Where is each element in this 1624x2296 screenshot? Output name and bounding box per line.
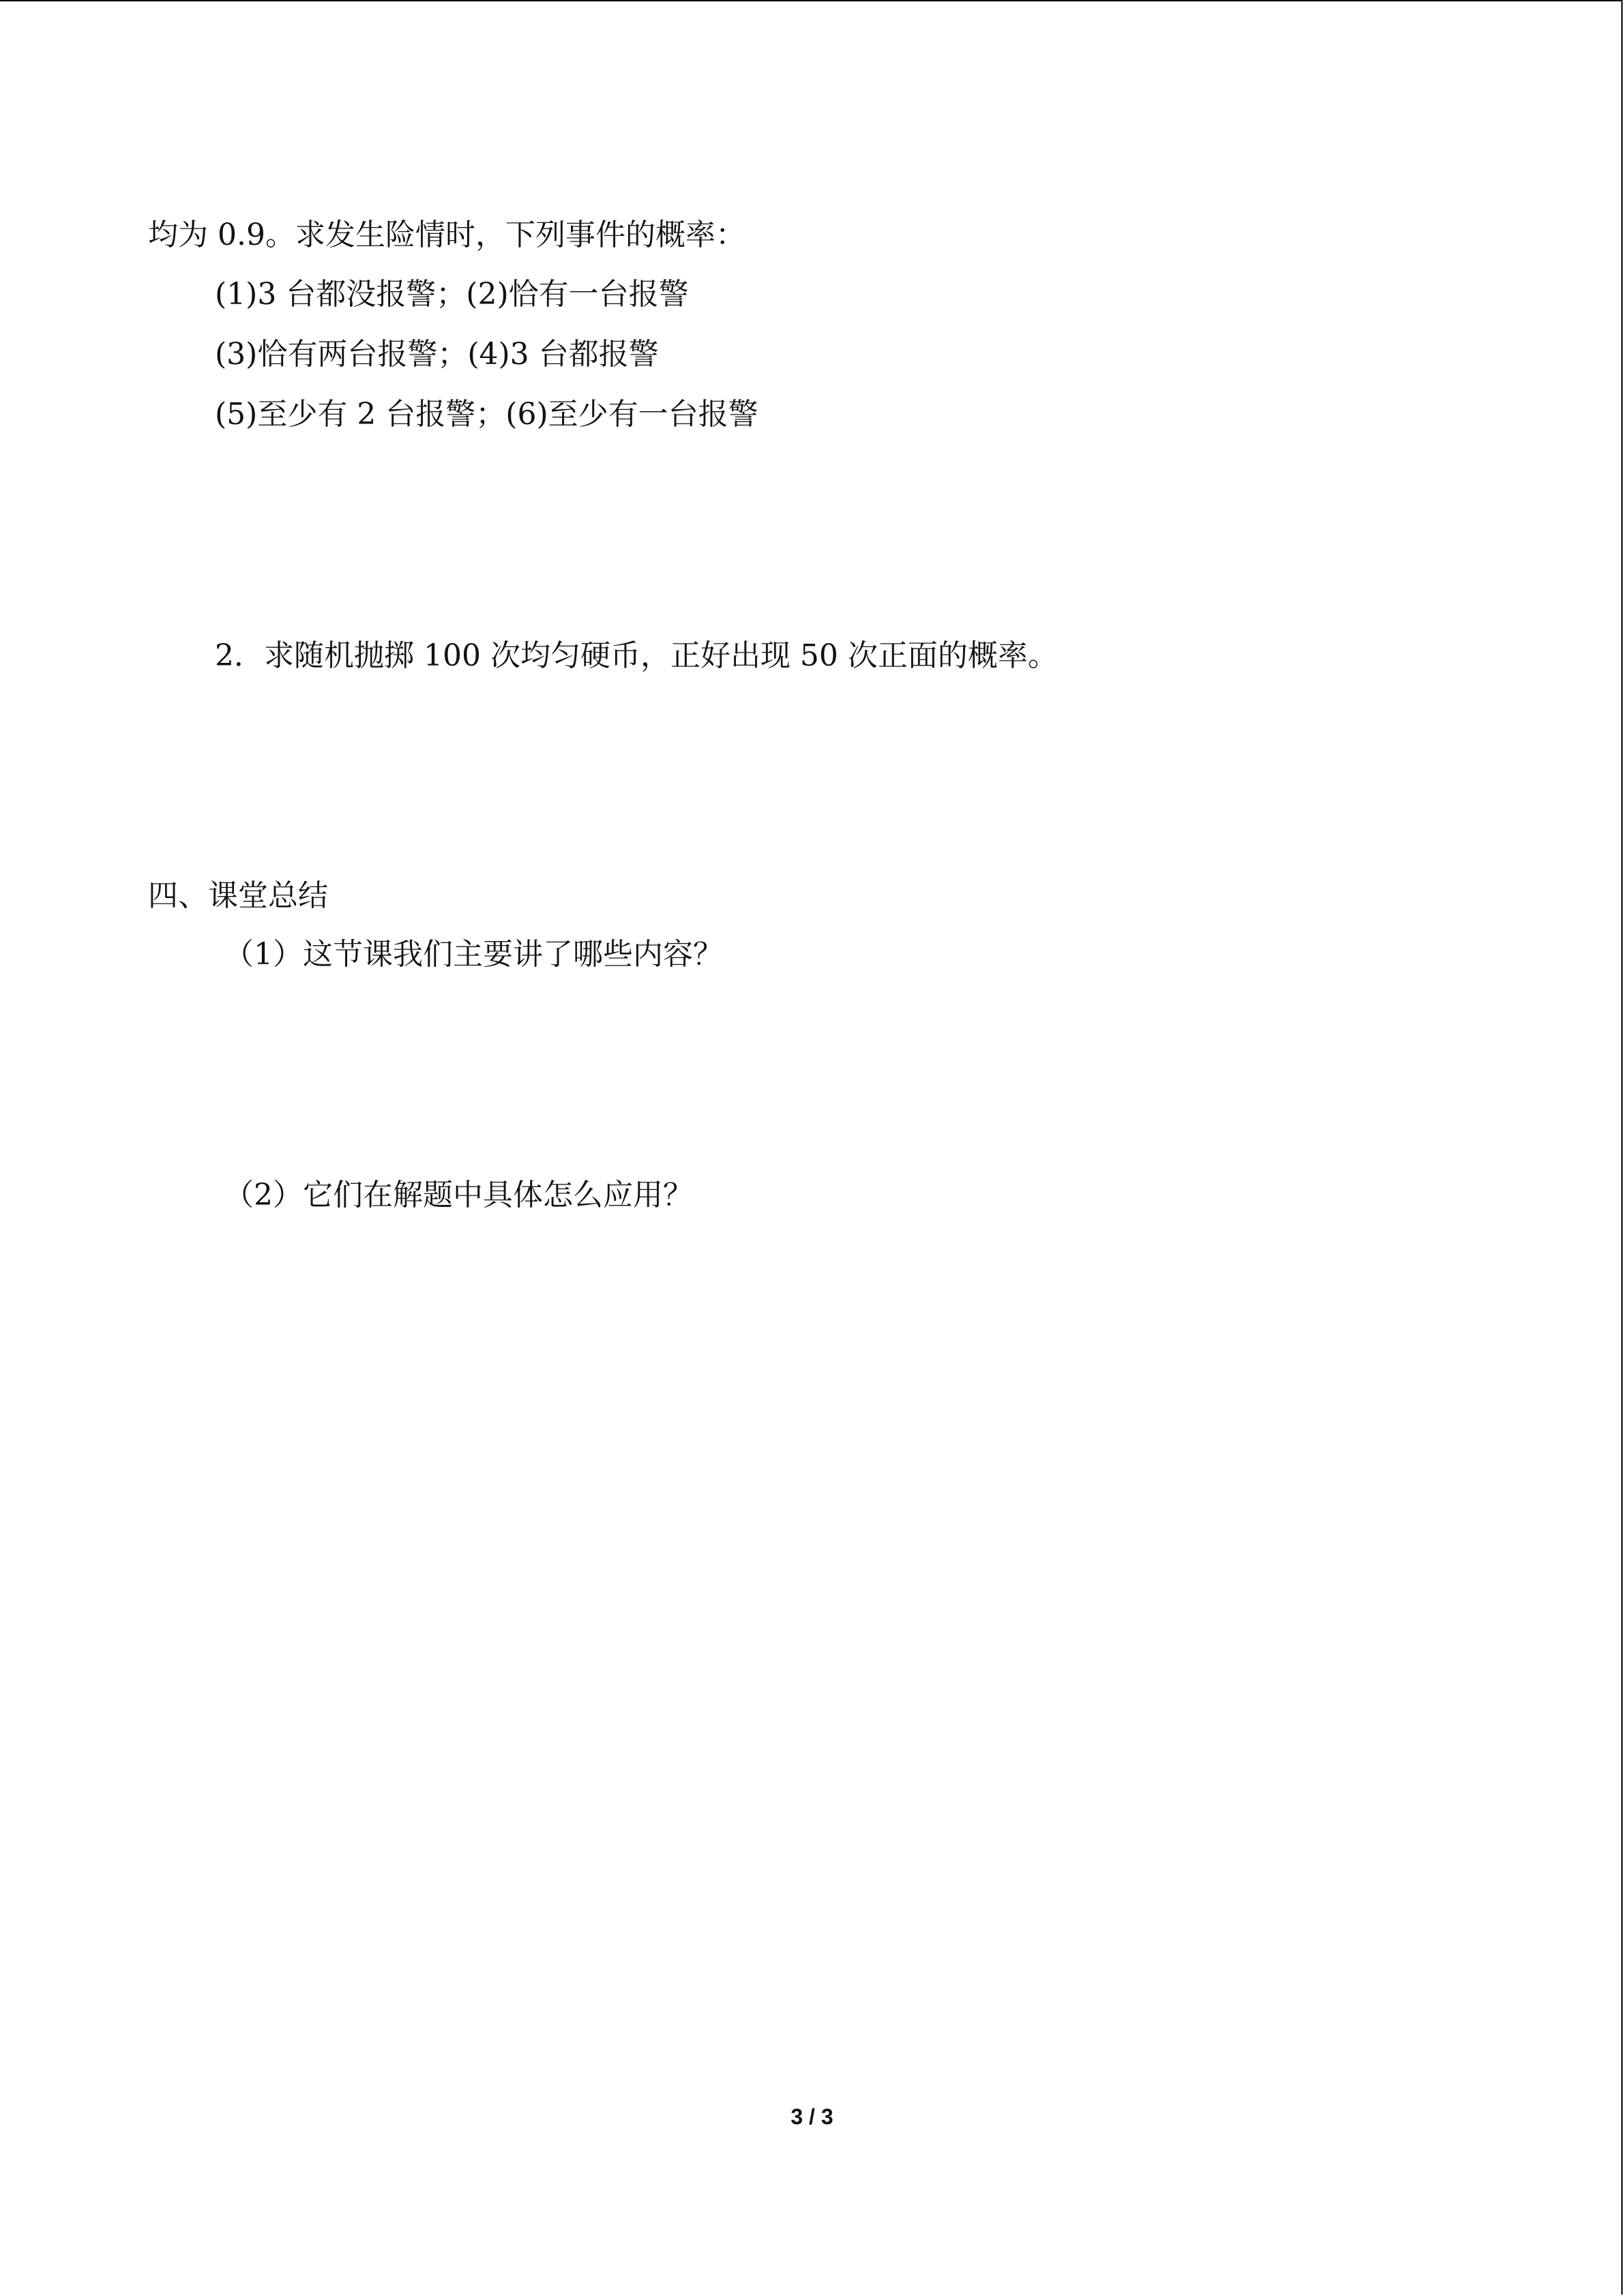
summary-question-2: （2）它们在解题中具体怎么应用？ (224, 1178, 693, 1212)
problem-2-text: 2．求随机抛掷 100 次均匀硬币，正好出现 50 次正面的概率。 (215, 638, 1058, 673)
sub-question-line-2: (3)恰有两台报警；(4)3 台都报警 (215, 337, 659, 372)
sub-question-line-1: (1)3 台都没报警；(2)恰有一台报警 (215, 277, 689, 312)
section-heading-summary: 四、课堂总结 (148, 878, 328, 913)
sub-question-line-3: (5)至少有 2 台报警；(6)至少有一台报警 (215, 397, 758, 432)
problem-continuation-text: 均为 0.9。求发生险情时，下列事件的概率： (148, 218, 745, 252)
page-number: 3 / 3 (791, 2104, 833, 2129)
summary-question-1: （1）这节课我们主要讲了哪些内容？ (224, 937, 723, 972)
